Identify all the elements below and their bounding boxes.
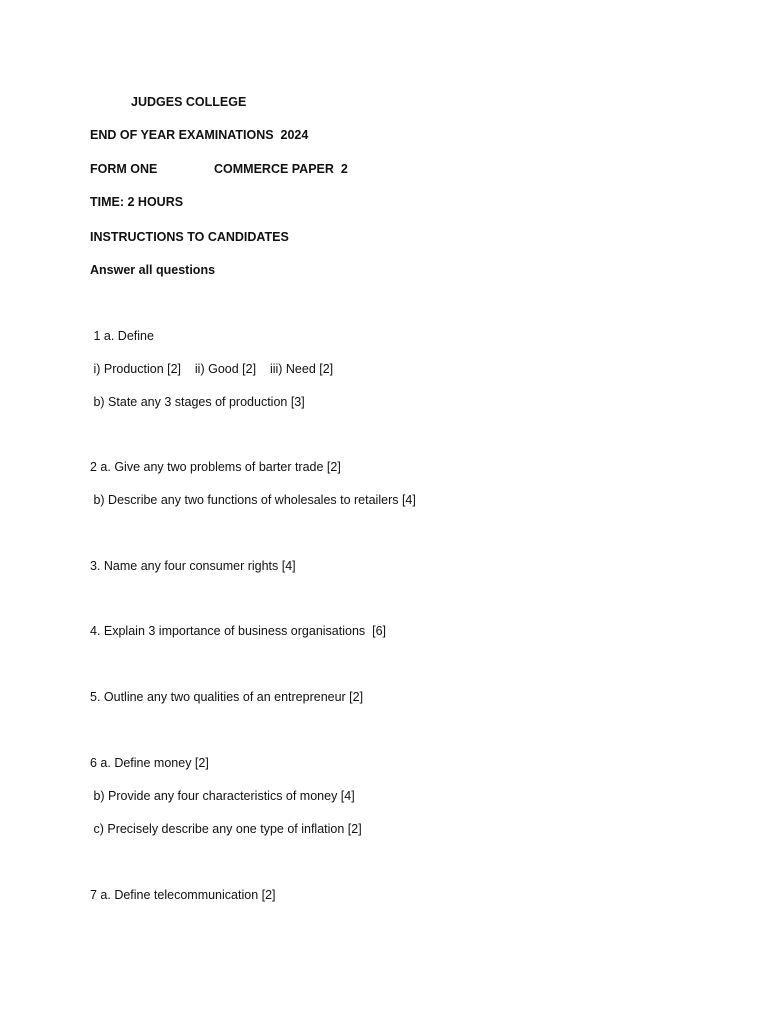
exam-title: END OF YEAR EXAMINATIONS 2024 — [90, 128, 309, 142]
question-6b: b) Provide any four characteristics of money [4] — [90, 789, 355, 803]
question-1a: 1 a. Define — [90, 329, 154, 343]
question-1a-items: i) Production [2] ii) Good [2] iii) Need [2] — [90, 362, 334, 376]
question-3: 3. Name any four consumer rights [4] — [90, 559, 296, 573]
question-4: 4. Explain 3 importance of business organisations [6] — [90, 624, 387, 638]
question-2a: 2 a. Give any two problems of barter trade [2] — [90, 460, 341, 474]
paper-label: COMMERCE PAPER 2 — [214, 162, 348, 176]
instructions-text: Answer all questions — [90, 263, 216, 277]
time-label: TIME: 2 HOURS — [90, 195, 184, 209]
question-1b: b) State any 3 stages of production [3] — [90, 395, 305, 409]
question-5: 5. Outline any two qualities of an entrepreneur [2] — [90, 690, 364, 704]
form-label: FORM ONE — [90, 162, 158, 176]
question-7a: 7 a. Define telecommunication [2] — [90, 888, 276, 902]
question-6c: c) Precisely describe any one type of inflation [2] — [90, 822, 362, 836]
question-6a: 6 a. Define money [2] — [90, 756, 209, 770]
question-2b: b) Describe any two functions of wholesales to retailers [4] — [90, 493, 416, 507]
school-name: JUDGES COLLEGE — [131, 95, 247, 109]
instructions-heading: INSTRUCTIONS TO CANDIDATES — [90, 230, 289, 244]
